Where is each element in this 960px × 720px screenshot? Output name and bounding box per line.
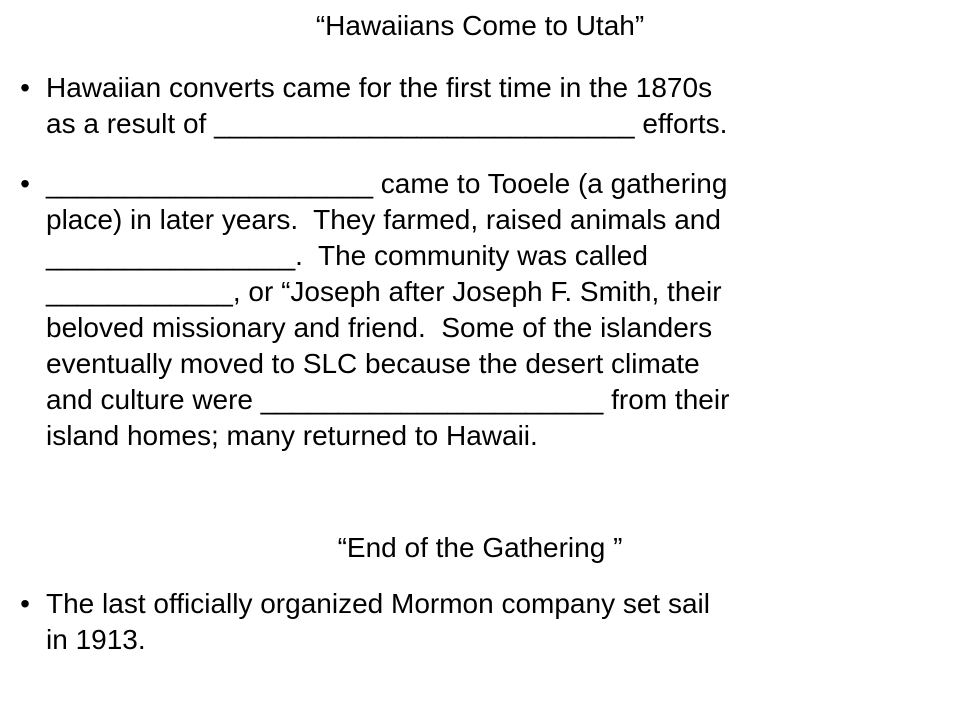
bullet-paragraph-last-company bbox=[46, 586, 946, 658]
text-line: The last officially organized Mormon company set sail bbox=[46, 588, 711, 619]
text-line: eventually moved to SLC because the desert climate bbox=[46, 348, 700, 379]
text-line: _____________________ came to Tooele (a gathering bbox=[46, 168, 728, 199]
text-line: Hawaiian converts came for the first time in the 1870s bbox=[46, 72, 713, 103]
bullet-marker: • bbox=[20, 168, 30, 199]
slide-heading-end-of-gathering: “End of the Gathering ” bbox=[337, 532, 623, 563]
text-line: and culture were ______________________ from their bbox=[46, 384, 730, 415]
bullet-paragraph-converts bbox=[46, 70, 946, 142]
text-line: beloved missionary and friend. Some of the islanders bbox=[46, 312, 713, 343]
text-line: in 1913. bbox=[46, 624, 146, 655]
bullet-marker: • bbox=[20, 588, 30, 619]
slide-heading-hawaiians: “Hawaiians Come to Utah” bbox=[315, 10, 645, 41]
text-line: place) in later years. They farmed, raised animals and bbox=[46, 204, 721, 235]
text-line: ________________. The community was called bbox=[46, 240, 648, 271]
text-line: as a result of ___________________________ efforts. bbox=[46, 108, 728, 139]
bullet-paragraph-tooele bbox=[46, 166, 946, 454]
text-line: island homes; many returned to Hawaii. bbox=[46, 420, 538, 451]
text-line: ____________, or “Joseph after Joseph F. Smith, their bbox=[46, 276, 722, 307]
bullet-marker: • bbox=[20, 72, 30, 103]
